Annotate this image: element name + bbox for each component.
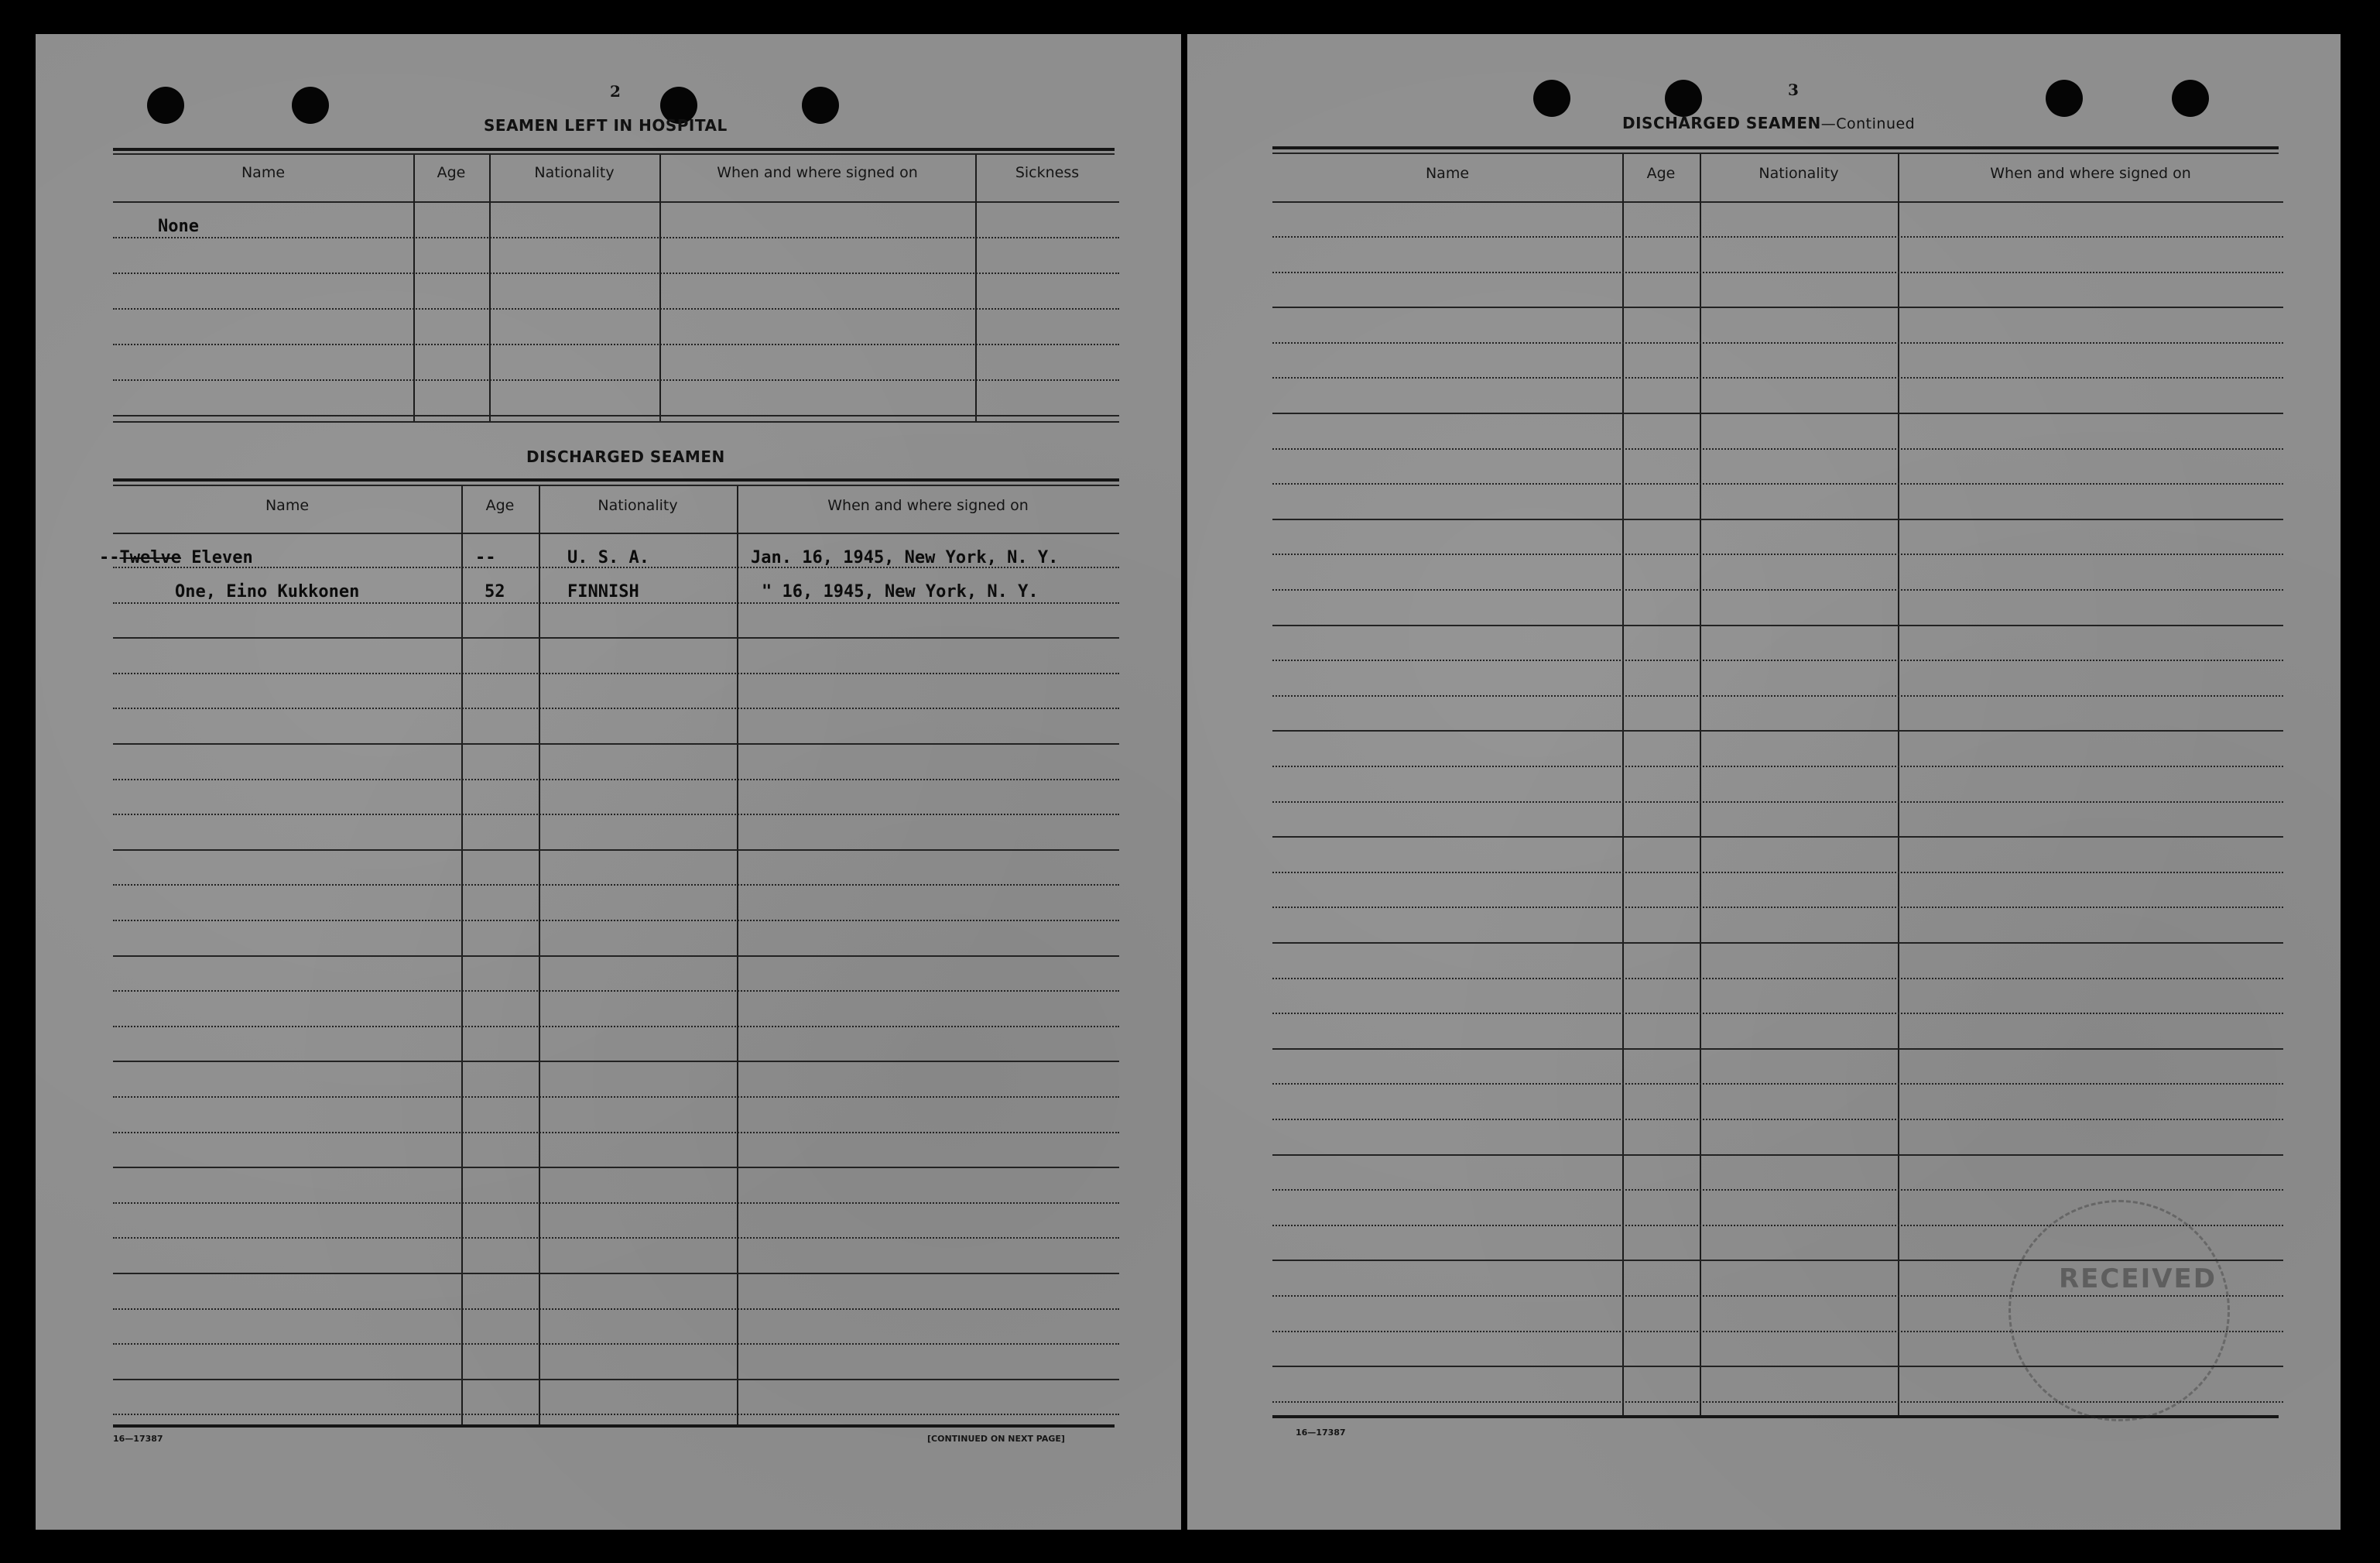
entry-line: [113, 237, 1119, 238]
column-header: Age: [437, 164, 466, 181]
entry-line: [113, 920, 1119, 921]
entry-line: [1272, 1048, 2283, 1050]
entry-line: [1272, 836, 2283, 838]
entry-line: [113, 1026, 1119, 1027]
left-page: [36, 34, 1181, 1530]
entry-line: [1272, 589, 2283, 591]
column-header: Name: [241, 164, 286, 181]
form-number: 16—17387: [1296, 1428, 1346, 1438]
stamp-text: RECEIVED: [2059, 1263, 2217, 1294]
received-stamp: [2008, 1200, 2230, 1421]
column-divider: [461, 486, 463, 1428]
table-rule: [113, 148, 1115, 151]
entry-line: [1272, 766, 2283, 767]
discharged-signed-on: " 16, 1945, New York, N. Y.: [762, 582, 1039, 602]
title-text: DISCHARGED SEAMEN: [1622, 114, 1821, 132]
entry-line: [1272, 942, 2283, 944]
entry-line: [113, 1379, 1119, 1380]
discharged-nationality: FINNISH: [567, 582, 639, 602]
entry-line: [1272, 660, 2283, 661]
entry-line: [1272, 730, 2283, 732]
entry-line: [1272, 554, 2283, 555]
entry-line: [113, 602, 1119, 604]
discharged-age: --: [475, 548, 496, 567]
entry-line: [1272, 448, 2283, 450]
entry-line: [113, 1132, 1119, 1133]
entry-line: [1272, 236, 2283, 238]
entry-line: [113, 1308, 1119, 1310]
entry-line: [113, 1273, 1119, 1274]
column-header: Age: [1646, 165, 1676, 182]
entry-line: [113, 1343, 1119, 1345]
entry-line: [113, 708, 1119, 709]
table-rule: [113, 415, 1119, 416]
struck-text: Twelve: [119, 548, 181, 567]
entry-line: [113, 1202, 1119, 1204]
table-rule: [1272, 201, 2283, 203]
section-title-discharged: DISCHARGED SEAMEN: [526, 447, 725, 466]
discharged-signed-on: Jan. 16, 1945, New York, N. Y.: [751, 548, 1059, 567]
entry-line: [113, 1061, 1119, 1062]
entry-line: [1272, 1154, 2283, 1156]
entry-line: [1272, 1083, 2283, 1085]
column-header: When and where signed on: [827, 497, 1029, 514]
entry-line: [113, 379, 1119, 381]
entry-line: [1272, 872, 2283, 873]
punch-hole: [2046, 80, 2083, 117]
entry-line: [113, 849, 1119, 851]
entry-line: [1272, 1013, 2283, 1014]
entry-line: [1272, 413, 2283, 414]
discharged-name: One, Eino Kukkonen: [175, 582, 360, 602]
table-rule: [113, 485, 1119, 486]
name-prefix: --: [99, 548, 120, 567]
entry-line: [1272, 483, 2283, 485]
table-rule: [113, 533, 1119, 534]
table-rule: [113, 421, 1119, 423]
entry-line: [113, 990, 1119, 992]
column-header: Nationality: [598, 497, 678, 514]
name-text: Eleven: [180, 548, 253, 567]
discharged-nationality: U. S. A.: [567, 548, 649, 567]
entry-line: [113, 743, 1119, 745]
entry-line: [1272, 695, 2283, 697]
table-rule: [113, 1424, 1115, 1428]
table-rule: [1272, 146, 2279, 149]
entry-line: [113, 1414, 1119, 1415]
entry-line: [1272, 801, 2283, 803]
entry-line: [113, 344, 1119, 345]
entry-line: [113, 673, 1119, 674]
column-divider: [413, 155, 415, 421]
entry-line: [1272, 907, 2283, 908]
punch-hole: [147, 87, 184, 124]
entry-line: [1272, 307, 2283, 308]
entry-line: [113, 1096, 1119, 1098]
column-header: Name: [1425, 165, 1470, 182]
entry-line: [1272, 377, 2283, 379]
entry-line: [1272, 519, 2283, 520]
entry-line: [113, 567, 1119, 568]
punch-hole: [1665, 80, 1702, 117]
entry-line: [1272, 625, 2283, 626]
entry-line: [1272, 1119, 2283, 1120]
column-header: Name: [265, 497, 310, 514]
column-header: When and where signed on: [717, 164, 918, 181]
title-suffix: —Continued: [1820, 115, 1916, 132]
column-divider: [737, 486, 738, 1428]
entry-line: [113, 272, 1119, 274]
entry-line: [113, 779, 1119, 780]
section-title-discharged-continued: [1622, 114, 1915, 132]
punch-hole: [2172, 80, 2209, 117]
entry-line: [113, 814, 1119, 815]
entry-line: [113, 1237, 1119, 1239]
entry-line: [1272, 272, 2283, 273]
column-header: Age: [485, 497, 515, 514]
page-number: 3: [1788, 81, 1799, 99]
continued-note: [CONTINUED ON NEXT PAGE]: [927, 1434, 1065, 1444]
entry-line: [113, 955, 1119, 957]
table-rule: [1272, 153, 2279, 154]
punch-hole: [292, 87, 329, 124]
table-rule: [113, 478, 1119, 482]
discharged-name: [99, 548, 253, 567]
column-divider: [489, 155, 491, 421]
entry-line: [1272, 978, 2283, 979]
column-header: Nationality: [1758, 165, 1839, 182]
column-header: When and where signed on: [1990, 165, 2191, 182]
page-number: 2: [610, 82, 621, 101]
entry-line: [1272, 1189, 2283, 1191]
table-rule: [113, 201, 1119, 203]
column-divider: [975, 155, 977, 421]
punch-hole: [802, 87, 839, 124]
entry-line: [113, 884, 1119, 886]
table-rule: [113, 153, 1115, 155]
column-header: Sickness: [1015, 164, 1080, 181]
section-title-hospital: SEAMEN LEFT IN HOSPITAL: [484, 116, 728, 135]
discharged-age: 52: [485, 582, 505, 602]
hospital-entry: None: [158, 217, 199, 236]
form-number: 16—17387: [113, 1434, 163, 1444]
entry-line: [113, 308, 1119, 310]
column-divider: [659, 155, 661, 421]
entry-line: [1272, 342, 2283, 344]
column-header: Nationality: [534, 164, 615, 181]
punch-hole: [1533, 80, 1570, 117]
entry-line: [113, 637, 1119, 639]
entry-line: [113, 1167, 1119, 1168]
column-divider: [539, 486, 540, 1428]
